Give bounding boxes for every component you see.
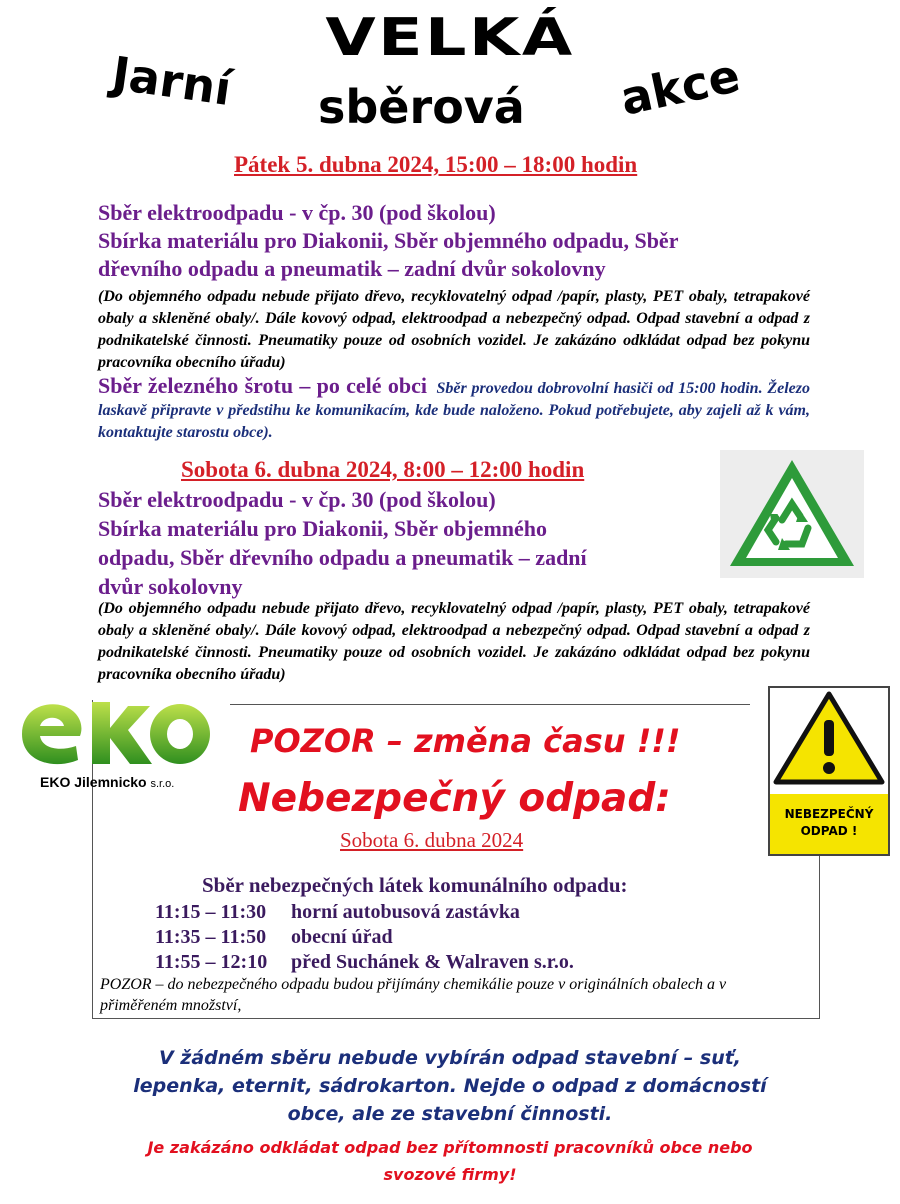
saturday-line2: Sbírka materiálu pro Diakonii, Sběr objemného xyxy=(98,516,548,541)
schedule-place: horní autobusová zastávka xyxy=(291,901,520,923)
friday-line1: Sběr elektroodpadu - v čp. 30 (pod školou) xyxy=(98,200,496,225)
friday-heading: Pátek 5. dubna 2024, 15:00 – 18:00 hodin xyxy=(234,152,638,177)
friday-scrap: Sběr železného šrotu – po celé obci xyxy=(98,373,427,398)
eko-company-name: EKO Jilemnicko xyxy=(40,774,147,790)
eko-logo xyxy=(14,690,214,800)
title-word-1: Jarní xyxy=(108,45,235,117)
schedule-place: před Suchánek & Walraven s.r.o. xyxy=(291,951,574,973)
hazard-warning: POZOR – změna času !!! xyxy=(250,722,681,760)
friday-scrap-note: Sběr provedou dobrovolní hasiči od 15:00 hodin. Železo laskavě připravte v předstihu ke komunikacím, kde bude naloženo. Pokud potřebujete, aby zajeli až k vám, kontaktujte starostu obce). xyxy=(98,380,810,441)
schedule-time: 11:35 – 11:50 xyxy=(155,926,267,948)
schedule-time: 11:55 – 12:10 xyxy=(155,951,268,973)
hazard-title: Nebezpečný odpad: xyxy=(238,776,671,821)
schedule-row xyxy=(155,900,574,925)
hazard-sign-line2: ODPAD ! xyxy=(800,824,858,838)
footer-blue-line1: V žádném sběru nebude vybírán odpad stavební – suť, xyxy=(158,1047,742,1069)
hazard-date: Sobota 6. dubna 2024 xyxy=(340,828,524,852)
warning-triangle-icon xyxy=(770,688,888,788)
friday-line3: dřevního odpadu a pneumatik – zadní dvůr sokolovny xyxy=(98,256,606,281)
hazard-schedule xyxy=(155,900,574,975)
title-line2 xyxy=(0,45,900,140)
schedule-row xyxy=(155,950,574,975)
saturday-heading: Sobota 6. dubna 2024, 8:00 – 12:00 hodin xyxy=(181,457,585,482)
saturday-line4: dvůr sokolovny xyxy=(98,574,243,599)
hazard-note: POZOR – do nebezpečného odpadu budou přijímány chemikálie pouze v originálních obalech a v přiměřeném množství, xyxy=(100,976,727,1014)
footer-blue-line3: obce, ale ze stavební činnosti. xyxy=(287,1103,613,1125)
recycle-sign xyxy=(720,450,864,578)
friday-scrap-block xyxy=(98,372,810,444)
saturday-note: (Do objemného odpadu nebude přijato dřevo, recyklovatelný odpad /papír, plasty, PET obaly, tetrapakové obaly a skleněné obaly/. Dále kovový odpad, elektroodpad a nebezpečný odpad. Odpad stavební a odpad z podnikatelské činnosti. Pneumatiky pouze od osobních vozidel. Je zakázáno odkládat odpad bez pokynu pracovníka obecního úřadu) xyxy=(98,600,810,683)
footer-red-line2: svozové firmy! xyxy=(383,1165,517,1184)
hazard-subtitle: Sběr nebezpečných látek komunálního odpadu: xyxy=(202,873,628,897)
footer-red-line1: Je zakázáno odkládat odpad bez přítomnosti pracovníků obce nebo xyxy=(147,1138,753,1157)
footer-red xyxy=(60,1134,840,1188)
friday-note: (Do objemného odpadu nebude přijato dřevo, recyklovatelný odpad /papír, plasty, PET obaly, tetrapakové obaly a skleněné obaly/. Dále kovový odpad, elektroodpad a nebezpečný odpad. Odpad stavební a odpad z podnikatelské činnosti. Pneumatiky pouze od osobních vozidel. Je zakázáno odkládat odpad bez pokynu pracovníka obecního úřadu) xyxy=(98,288,810,371)
schedule-time: 11:15 – 11:30 xyxy=(155,901,267,923)
footer-blue-line2: lepenka, eternit, sádrokarton. Nejde o odpad z domácností xyxy=(133,1075,767,1097)
saturday-line1: Sběr elektroodpadu - v čp. 30 (pod školou) xyxy=(98,487,496,512)
eko-company-suffix: s.r.o. xyxy=(150,778,175,790)
title-word-2: sběrová xyxy=(318,80,525,134)
title-word-3: akce xyxy=(615,48,745,126)
schedule-row xyxy=(155,925,574,950)
saturday-section xyxy=(98,485,718,601)
friday-line2: Sbírka materiálu pro Diakonii, Sběr objemného odpadu, Sběr xyxy=(98,228,679,253)
saturday-line3: odpadu, Sběr dřevního odpadu a pneumatik – zadní xyxy=(98,545,587,570)
recycle-icon xyxy=(720,450,864,578)
eko-company xyxy=(40,774,174,790)
title-line1: VELKÁ xyxy=(325,8,575,68)
hazard-sign-line1: NEBEZPEČNÝ xyxy=(784,807,874,821)
friday-section xyxy=(98,199,818,283)
eko-logo-icon xyxy=(14,690,214,770)
hazard-sign-label xyxy=(770,794,888,854)
hazard-sign xyxy=(768,686,890,856)
schedule-place: obecní úřad xyxy=(291,926,393,948)
footer-blue xyxy=(60,1044,840,1128)
